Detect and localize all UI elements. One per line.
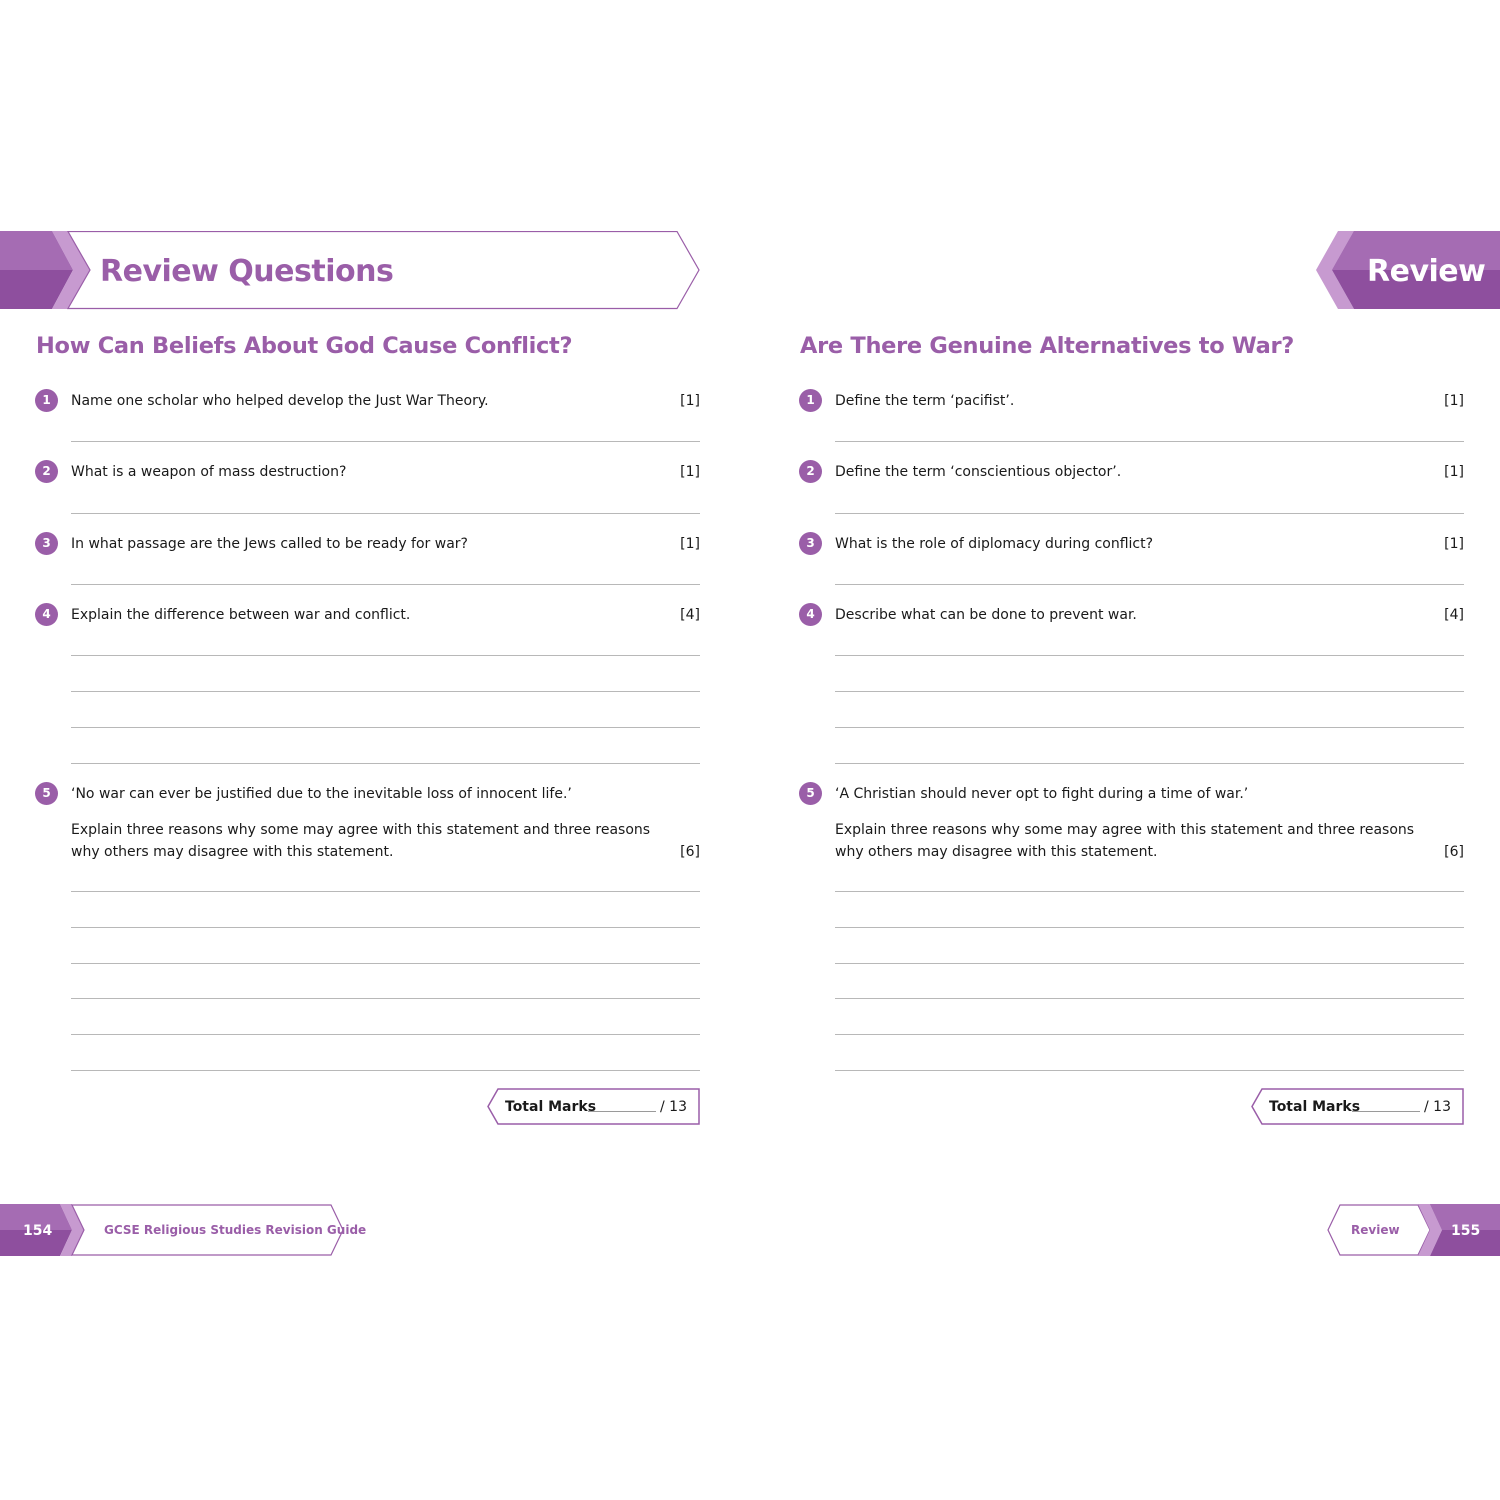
question-number-badge: 1 — [799, 389, 822, 412]
answer-line[interactable] — [71, 513, 700, 514]
answer-line[interactable] — [71, 1070, 700, 1071]
answer-line[interactable] — [835, 1070, 1464, 1071]
answer-line[interactable] — [71, 963, 700, 964]
answer-line[interactable] — [71, 927, 700, 928]
answer-line[interactable] — [835, 963, 1464, 964]
question-statement: ‘A Christian should never opt to fight during a time of war.’ — [835, 786, 1249, 802]
question-instruction: Explain three reasons why some may agree with this statement and three reasons why others may disagree with this statement. — [71, 822, 651, 860]
question-number-badge: 3 — [799, 532, 822, 555]
question-number-badge: 4 — [799, 603, 822, 626]
question-marks: [1] — [680, 464, 700, 480]
total-marks-entry[interactable] — [588, 1111, 656, 1112]
answer-line[interactable] — [835, 655, 1464, 656]
question-statement: ‘No war can ever be justified due to the inevitable loss of innocent life.’ — [71, 786, 572, 802]
question-text: Describe what can be done to prevent war. — [835, 607, 1137, 623]
answer-line[interactable] — [835, 891, 1464, 892]
answer-line[interactable] — [835, 691, 1464, 692]
answer-line[interactable] — [71, 655, 700, 656]
question-text: Define the term ‘conscientious objector’. — [835, 464, 1122, 480]
page-number: 155 — [1451, 1223, 1481, 1239]
question-marks: [1] — [1444, 393, 1464, 409]
total-marks-label: Total Marks — [505, 1099, 597, 1115]
page-number: 154 — [23, 1223, 53, 1239]
answer-line[interactable] — [835, 441, 1464, 442]
total-marks-max: / 13 — [1424, 1099, 1451, 1115]
question-text: What is a weapon of mass destruction? — [71, 464, 347, 480]
answer-line[interactable] — [71, 727, 700, 728]
question-number-badge: 2 — [35, 460, 58, 483]
total-marks-max: / 13 — [660, 1099, 687, 1115]
question-instruction: Explain three reasons why some may agree with this statement and three reasons why others may disagree with this statement. — [835, 822, 1415, 860]
answer-line[interactable] — [835, 927, 1464, 928]
right-header-title: Review — [1367, 254, 1486, 289]
question-number-badge: 3 — [35, 532, 58, 555]
footer-book-title: GCSE Religious Studies Revision Guide — [104, 1223, 367, 1237]
footer-section-name: Review — [1351, 1223, 1400, 1237]
right-section-title: Are There Genuine Alternatives to War? — [800, 333, 1295, 359]
question-marks: [1] — [680, 536, 700, 552]
answer-line[interactable] — [71, 441, 700, 442]
answer-line[interactable] — [71, 1034, 700, 1035]
question-number-badge: 5 — [35, 782, 58, 805]
question-text: What is the role of diplomacy during conflict? — [835, 536, 1154, 552]
total-marks-label: Total Marks — [1269, 1099, 1361, 1115]
answer-line[interactable] — [835, 1034, 1464, 1035]
question-marks: [1] — [1444, 536, 1464, 552]
question-number-badge: 5 — [799, 782, 822, 805]
question-number-badge: 1 — [35, 389, 58, 412]
answer-line[interactable] — [71, 763, 700, 764]
question-number-badge: 2 — [799, 460, 822, 483]
question-text: Name one scholar who helped develop the Just War Theory. — [71, 393, 489, 409]
answer-line[interactable] — [71, 998, 700, 999]
question-text: In what passage are the Jews called to be ready for war? — [71, 536, 468, 552]
answer-line[interactable] — [835, 763, 1464, 764]
question-marks: [4] — [1444, 607, 1464, 623]
total-marks-entry[interactable] — [1352, 1111, 1420, 1112]
answer-line[interactable] — [835, 727, 1464, 728]
answer-line[interactable] — [835, 998, 1464, 999]
answer-line[interactable] — [71, 584, 700, 585]
question-marks: [4] — [680, 607, 700, 623]
question-marks: [1] — [1444, 464, 1464, 480]
question-marks: [1] — [680, 393, 700, 409]
question-number-badge: 4 — [35, 603, 58, 626]
question-marks: [6] — [1444, 844, 1464, 860]
answer-line[interactable] — [71, 891, 700, 892]
answer-line[interactable] — [835, 513, 1464, 514]
left-header-title: Review Questions — [100, 254, 394, 289]
answer-line[interactable] — [835, 584, 1464, 585]
question-text: Define the term ‘pacifist’. — [835, 393, 1015, 409]
left-section-title: How Can Beliefs About God Cause Conflict? — [36, 333, 573, 359]
question-marks: [6] — [680, 844, 700, 860]
question-text: Explain the difference between war and conflict. — [71, 607, 411, 623]
answer-line[interactable] — [71, 691, 700, 692]
